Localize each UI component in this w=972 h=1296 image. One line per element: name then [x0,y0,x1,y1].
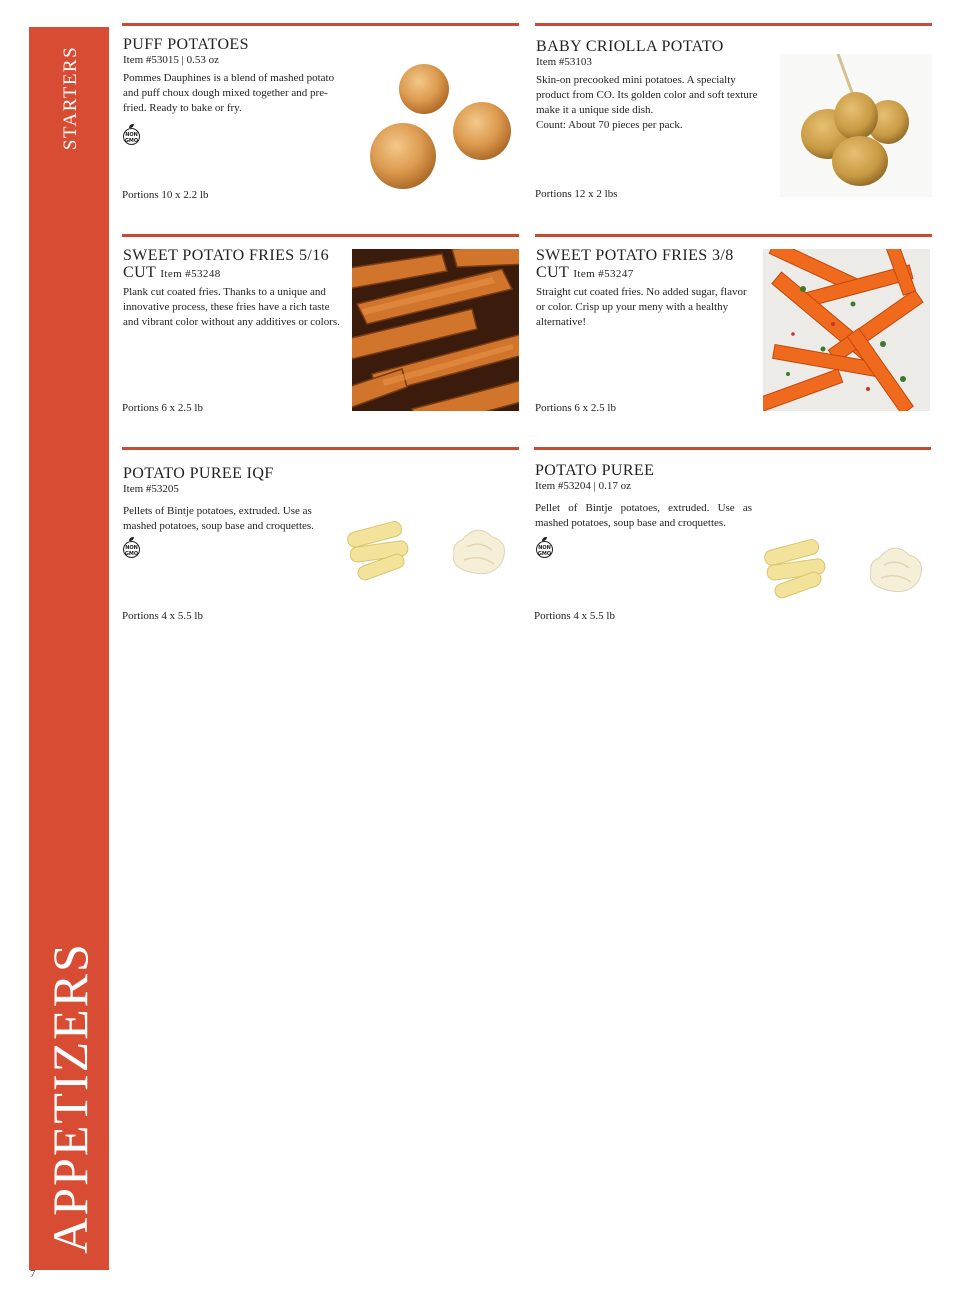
product-card-sweet-potato-fries-3-8 [535,234,932,427]
product-item-number: Item #53103 [536,56,592,68]
product-card-sweet-potato-fries-5-16 [122,234,519,427]
product-description: Straight cut coated fries. No added sugar, flavor or color. Crisp up your meny with a healthy alternative! [536,286,747,328]
product-card-puff-potatoes [122,23,519,216]
product-description: Plank cut coated fries. Thanks to a unique and innovative process, these fries have a rich taste and vibrant color without any additives or colors. [123,286,340,328]
product-portions: Portions 12 x 2 lbs [535,188,618,200]
product-portions: Portions 10 x 2.2 lb [122,189,209,201]
page-number: 7 [30,1268,36,1280]
product-portions: Portions 4 x 5.5 lb [534,610,615,622]
product-item-number: Item #53247 [573,268,634,280]
product-item-number: Item #53204 | 0.17 oz [535,480,631,492]
product-card-potato-puree-iqf [122,447,519,640]
baby-criolla-potato-photo [780,54,932,197]
potato-puree-iqf-photo [342,512,512,587]
product-item-number: Item #53015 | 0.53 oz [123,54,219,66]
product-item-number: Item #53248 [160,268,221,280]
potato-puree-photo [759,530,929,605]
product-item-number: Item #53205 [123,483,179,495]
product-title: POTATO PUREE [535,462,655,479]
product-title: SWEET POTATO FRIES 5/16 CUT Item #53248 [123,247,330,281]
sweet-potato-fries-3-8-photo [763,249,930,411]
product-portions: Portions 6 x 2.5 lb [122,402,203,414]
product-description: Pellet of Bintje potatoes, extruded. Use as mashed potatoes, soup base and croquettes. [535,502,752,529]
product-portions: Portions 4 x 5.5 lb [122,610,203,622]
non-gmo-badge-icon: NON GMO [123,541,140,558]
puff-potatoes-photo [362,56,517,196]
product-title: SWEET POTATO FRIES 3/8 CUT Item #53247 [536,247,734,281]
product-portions: Portions 6 x 2.5 lb [535,402,616,414]
product-card-potato-puree [534,447,931,640]
product-title: POTATO PUREE IQF [123,465,274,482]
section-label-starters: STARTERS [60,45,81,151]
product-description: Skin-on precooked mini potatoes. A specialty product from CO. Its golden color and soft texture make it a unique side dish. [536,74,758,116]
product-count: Count: About 70 pieces per pack. [536,119,683,131]
product-description: Pellets of Bintje potatoes, extruded. Use as mashed potatoes, soup base and croquettes. [123,505,314,532]
product-card-baby-criolla-potato [535,23,932,216]
product-description: Pommes Dauphines is a blend of mashed potato and puff choux dough mixed together and pre-fried. Ready to bake or fry. [123,72,335,114]
non-gmo-badge-icon: NON GMO [123,128,140,145]
non-gmo-badge-icon: NON GMO [536,541,553,558]
product-title: PUFF POTATOES [123,36,249,53]
section-label-appetizers: APPETIZERS [42,941,98,1254]
product-title: BABY CRIOLLA POTATO [536,38,724,55]
sweet-potato-fries-5-16-photo [352,249,519,411]
